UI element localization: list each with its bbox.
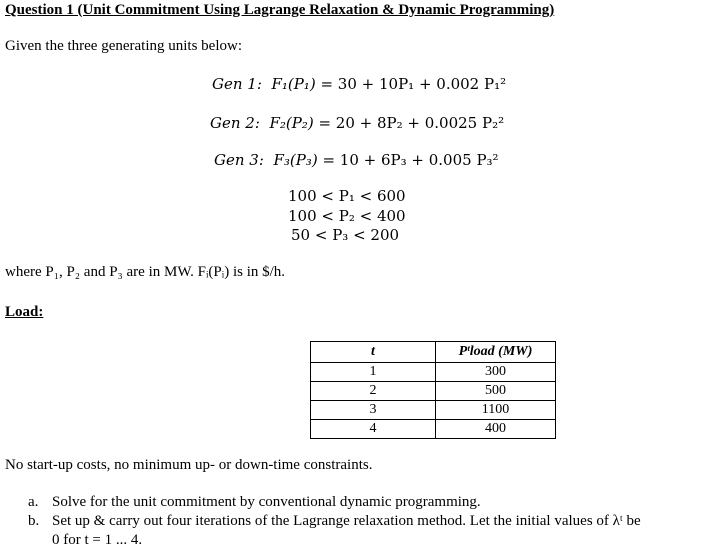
- task-b-marker: b.: [28, 513, 40, 529]
- intro-text: Given the three generating units below:: [5, 38, 243, 54]
- load-table: [310, 341, 556, 439]
- cell-load: 300: [436, 363, 556, 382]
- cell-load: 1100: [436, 401, 556, 420]
- gen3-lhs: F₃(P₃): [273, 151, 318, 169]
- gen1-rhs: = 30 + 10P₁ + 0.002 P₁²: [320, 75, 507, 93]
- cell-t: 1: [311, 363, 436, 382]
- cell-t: 3: [311, 401, 436, 420]
- limit-p3: 50 < P₃ < 200: [291, 226, 400, 244]
- cell-load: 500: [436, 382, 556, 401]
- gen3-rhs: = 10 + 6P₃ + 0.005 P₃²: [322, 151, 499, 169]
- gen1-label: Gen 1:: [212, 75, 262, 93]
- cell-load: 400: [436, 420, 556, 439]
- header-load: Pᵗload (MW): [436, 342, 556, 363]
- task-a-marker: a.: [28, 494, 39, 510]
- gen2-rhs: = 20 + 8P₂ + 0.0025 P₂²: [318, 114, 505, 132]
- units-note: where P₁, P₂ and P₃ are in MW. Fᵢ(Pᵢ) is in $/h.: [5, 264, 286, 280]
- table-row: [311, 382, 556, 401]
- header-t: t: [311, 342, 436, 363]
- gen3-equation: [214, 151, 499, 169]
- question-title: Question 1 (Unit Commitment Using Lagrange Relaxation & Dynamic Programming): [5, 2, 555, 18]
- table-row: [311, 363, 556, 382]
- table-row: [311, 401, 556, 420]
- gen2-label: Gen 2:: [210, 114, 260, 132]
- load-table-header: [311, 342, 556, 363]
- gen2-lhs: F₂(P₂): [269, 114, 314, 132]
- load-heading: Load:: [5, 304, 44, 320]
- cell-t: 4: [311, 420, 436, 439]
- gen2-equation: [210, 114, 504, 132]
- gen1-lhs: F₁(P₁): [271, 75, 316, 93]
- cell-t: 2: [311, 382, 436, 401]
- task-b-cont: 0 for t = 1 ... 4.: [52, 532, 143, 548]
- limit-p2: 100 < P₂ < 400: [288, 207, 406, 225]
- task-b-text: Set up & carry out four iterations of the Lagrange relaxation method. Let the initial values of λᵗ be: [52, 513, 641, 529]
- limit-p1: 100 < P₁ < 600: [288, 187, 406, 205]
- gen3-label: Gen 3:: [214, 151, 264, 169]
- task-a-text: Solve for the unit commitment by conventional dynamic programming.: [52, 494, 481, 510]
- table-row: [311, 420, 556, 439]
- gen1-equation: [212, 75, 506, 93]
- constraints-note: No start-up costs, no minimum up- or down-time constraints.: [5, 457, 373, 473]
